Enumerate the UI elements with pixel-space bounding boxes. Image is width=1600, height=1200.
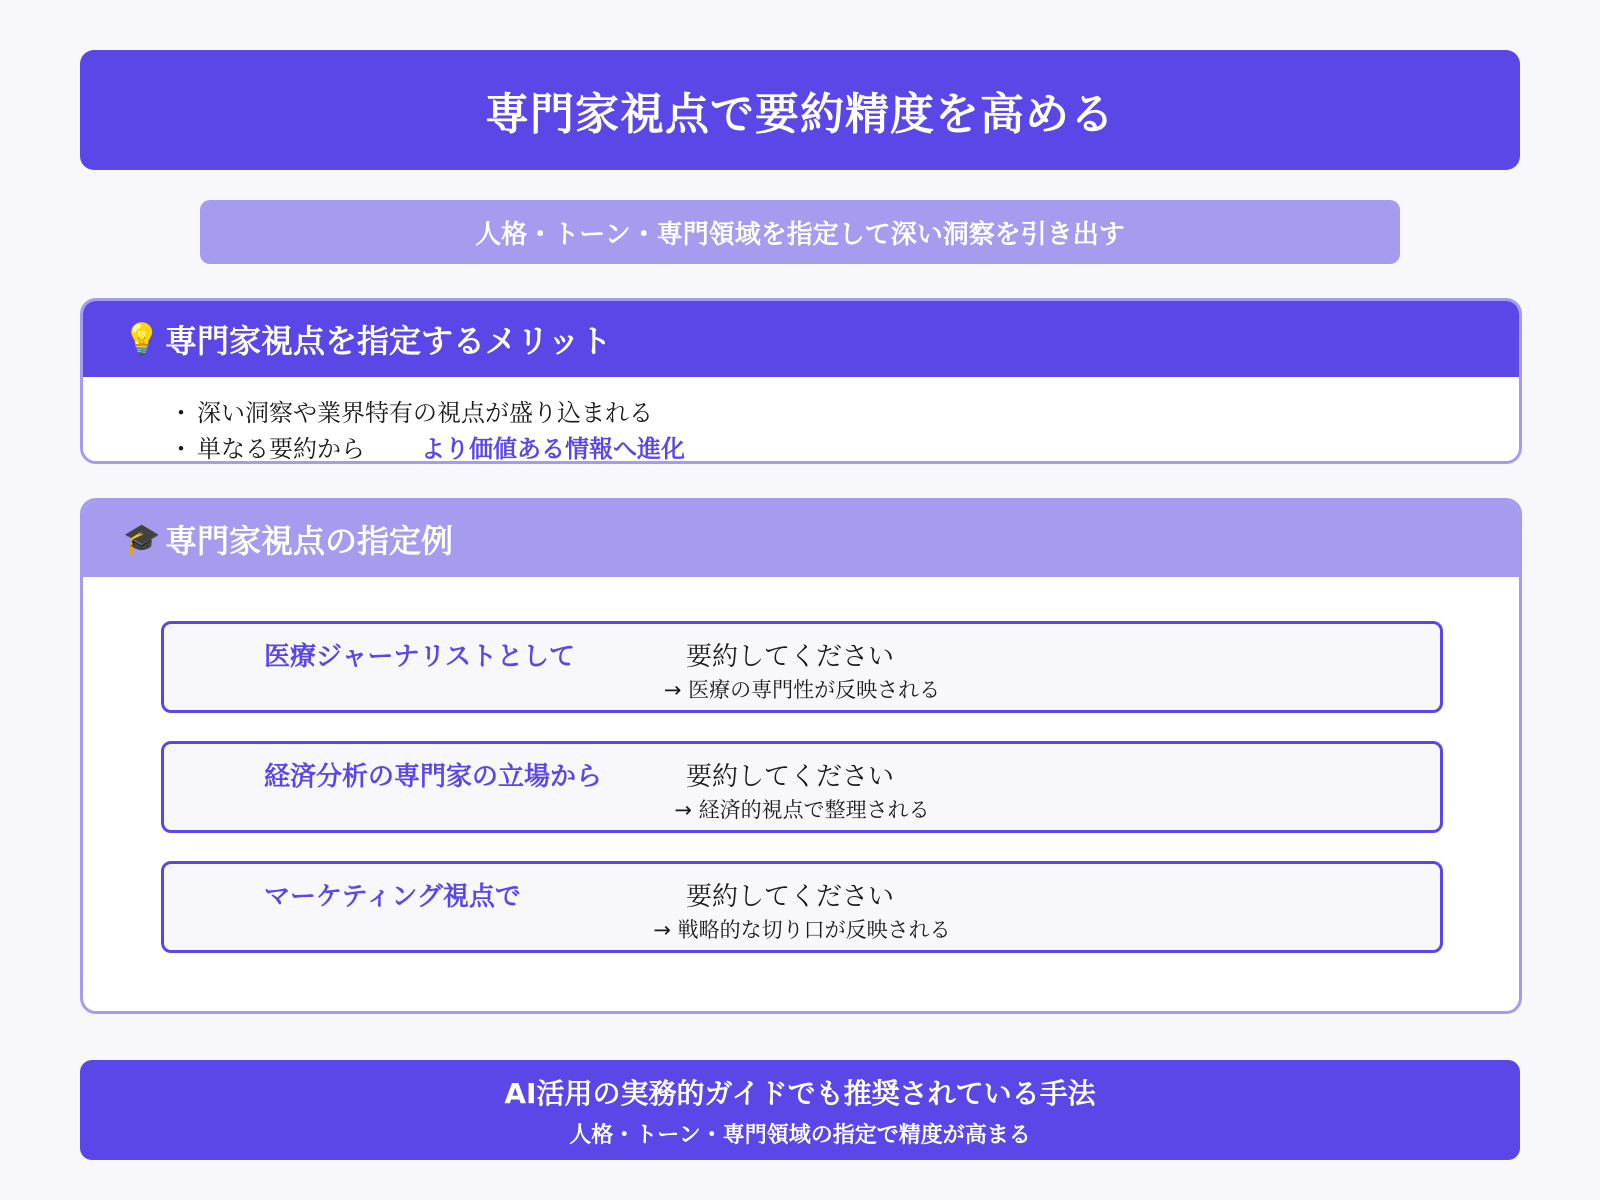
footer-headline: AI活用の実務的ガイドでも推奨されている手法 <box>504 1076 1096 1110</box>
merit-card-header <box>83 301 1519 377</box>
merit-bullet-highlight: より価値ある情報へ進化 <box>421 435 685 463</box>
bullet-marker: ・ <box>169 435 193 463</box>
merit-bullet-item <box>169 431 1519 464</box>
example-role: マーケティング視点で <box>264 882 521 912</box>
example-result: → 戦略的な切り口が反映される <box>653 918 951 942</box>
merit-heading: 専門家視点を指定するメリット <box>165 322 612 360</box>
merit-bullet-list <box>83 377 1519 464</box>
lightbulb-icon: 💡 <box>123 321 161 357</box>
examples-heading: 専門家視点の指定例 <box>165 522 454 560</box>
merit-bullet-text: 深い洞察や業界特有の視点が盛り込まれる <box>197 399 653 427</box>
page-title: 専門家視点で要約精度を高める <box>80 50 1520 170</box>
example-item-marketing <box>161 861 1443 953</box>
example-prompt: 要約してください <box>686 762 895 792</box>
merit-bullet-text: 単なる要約から <box>197 435 365 463</box>
example-role: 経済分析の専門家の立場から <box>264 762 603 792</box>
graduation-cap-icon: 🎓 <box>123 521 161 557</box>
examples-card <box>80 498 1522 1014</box>
example-prompt: 要約してください <box>686 882 895 912</box>
example-result: → 医療の専門性が反映される <box>663 678 941 702</box>
example-prompt: 要約してください <box>686 642 895 672</box>
footer-subline: 人格・トーン・専門領域の指定で精度が高まる <box>569 1122 1031 1148</box>
bullet-marker: ・ <box>169 399 193 427</box>
page-subtitle: 人格・トーン・専門領域を指定して深い洞察を引き出す <box>200 200 1400 264</box>
examples-card-header <box>83 501 1519 577</box>
example-role: 医療ジャーナリストとして <box>264 642 575 672</box>
example-item-economic <box>161 741 1443 833</box>
merit-card <box>80 298 1522 464</box>
merit-bullet-item <box>169 395 1519 431</box>
footer-banner <box>80 1060 1520 1160</box>
example-item-medical <box>161 621 1443 713</box>
example-result: → 経済的視点で整理される <box>674 798 930 822</box>
